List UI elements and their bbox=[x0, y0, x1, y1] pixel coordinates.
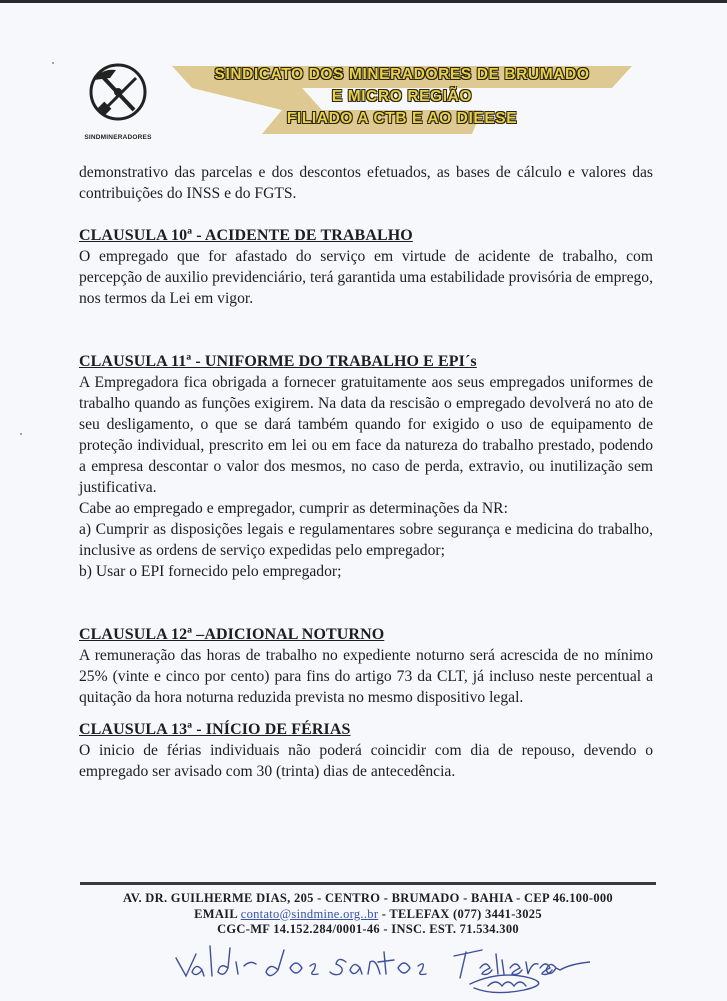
footer-email-link[interactable]: contato@sindmine.org..br bbox=[240, 906, 379, 921]
signature-drawing bbox=[170, 938, 590, 996]
handwritten-signature bbox=[170, 938, 590, 996]
clause-11-heading: CLAUSULA 11ª - UNIFORME DO TRABALHO E EPI´s bbox=[79, 353, 477, 370]
clause-11-item-b: b) Usar o EPI fornecido pelo empregador; bbox=[79, 563, 342, 580]
clause-11-paragraph-1: A Empregadora fica obrigada a fornecer gratuitamente aos seus empregados uniformes de trabalho quando as funções exigirem. Na data da rescisão o empregado devolverá no ato de seu desligamento, o que se dará também quando for exigido o uso de equipamento de proteção individual, prescrito em lei ou em face da natureza do trabalho prestado, podendo a empresa descontar o valor dos mesmos, no caso de perda, extravio, ou inutilização sem justificativa. bbox=[79, 374, 653, 496]
logo-caption: SINDMINERADORES bbox=[84, 134, 152, 141]
intro-paragraph: demonstrativo das parcelas e dos descontos efetuados, as bases de cálculo e valores das contribuições do INSS e do FGTS. bbox=[79, 164, 653, 202]
union-logo bbox=[78, 58, 158, 144]
clause-13-text: O inicio de férias individuais não poderá coincidir com dia de repouso, devendo o empregado ser avisado com 30 (trinta) dias de antecedência. bbox=[79, 742, 653, 780]
banner-line-2: E MICRO REGIÃO bbox=[331, 88, 473, 105]
scan-speck bbox=[20, 433, 22, 435]
footer-registration: CGC-MF 14.152.284/0001-46 - INSC. EST. 71.534.300 bbox=[217, 922, 519, 936]
banner-line-3: FILIADO A CTB E AO DIEESE bbox=[286, 110, 518, 127]
footer-email-label: EMAIL bbox=[194, 906, 238, 921]
clause-11-item-a: a) Cumprir as disposições legais e regulamentares sobre segurança e medicina do trabalho, inclusive as ordens de serviço expedidas pelo empregador; bbox=[79, 521, 653, 559]
banner-line-1: SINDICATO DOS MINERADORES DE BRUMADO bbox=[214, 66, 590, 83]
footer-address: AV. DR. GUILHERME DIAS, 205 - CENTRO - BRUMADO - BAHIA - CEP 46.100-000 bbox=[123, 891, 613, 905]
footer-contact bbox=[80, 907, 656, 923]
document-body bbox=[79, 162, 653, 782]
clause-10-text: O empregado que for afastado do serviço em virtude de acidente de trabalho, com percepção de auxilio previdenciário, terá garantida uma estabilidade provisória de emprego, nos termos da Lei em vigor. bbox=[79, 248, 653, 307]
top-border-line bbox=[0, 0, 727, 3]
footer-phone: - TELEFAX (077) 3441-3025 bbox=[381, 906, 542, 921]
scan-speck bbox=[52, 62, 54, 64]
clause-10-heading: CLAUSULA 10ª - ACIDENTE DE TRABALHO bbox=[79, 227, 413, 244]
banner-title bbox=[172, 64, 632, 136]
clause-13-heading: CLAUSULA 13ª - INÍCIO DE FÉRIAS bbox=[79, 721, 351, 738]
letterhead-footer bbox=[80, 882, 656, 938]
letterhead bbox=[0, 50, 727, 145]
clause-12-text: A remuneração das horas de trabalho no expediente noturno será acrescida de no mínimo 25% (vinte e cinco por cento) para fins do artigo 73 da CLT, já incluso neste percentual a quitação da hora noturna reduzida prevista no mesmo dispositivo legal. bbox=[79, 647, 653, 706]
clause-12-heading: CLAUSULA 12ª –ADICIONAL NOTURNO bbox=[79, 626, 385, 643]
pickaxe-shovel-icon bbox=[82, 58, 154, 132]
clause-11-paragraph-2: Cabe ao empregado e empregador, cumprir as determinações da NR: bbox=[79, 500, 508, 517]
